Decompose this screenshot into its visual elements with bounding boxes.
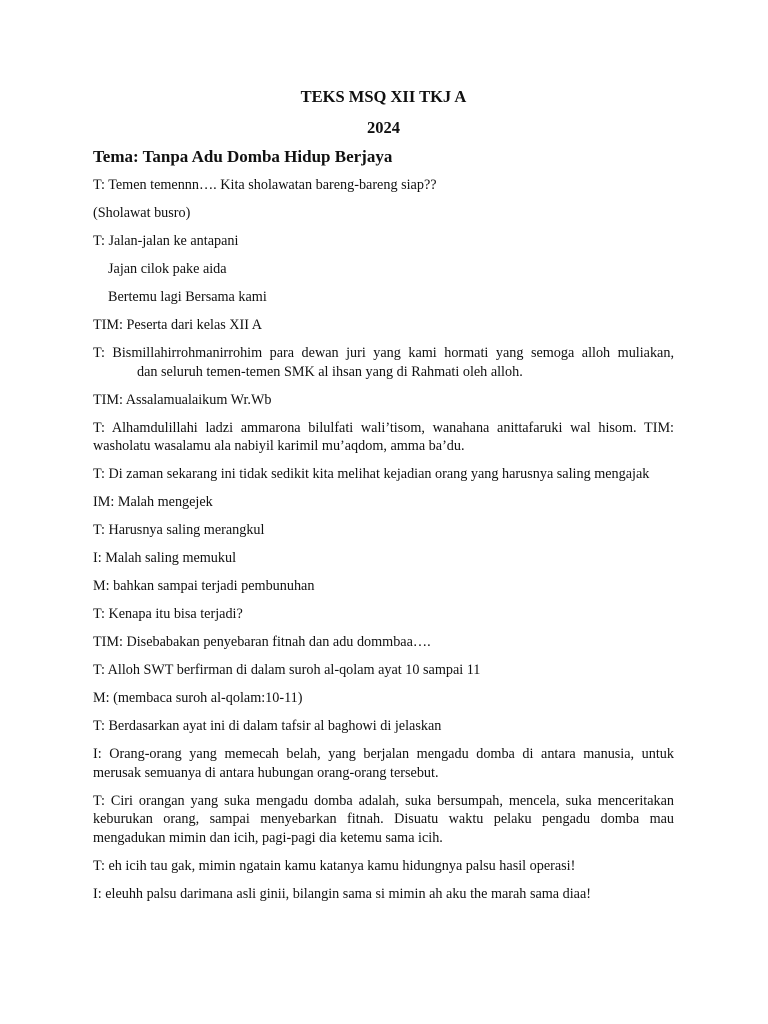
document-title: TEKS MSQ XII TKJ A [300,87,467,106]
document-theme: Tema: Tanpa Adu Domba Hidup Berjaya [93,147,393,166]
paragraph: M: bahkan sampai terjadi pembunuhan [93,578,315,594]
paragraph-part: dan seluruh temen-temen SMK al ihsan yang di Rahmati oleh alloh. [137,363,523,380]
paragraph: I: eleuhh palsu darimana asli ginii, bilangin sama si mimin ah aku the marah sama diaa! [93,885,591,902]
paragraph: I: Malah saling memukul [93,550,237,566]
paragraph-part: TIM: washolatu wasalamu ala nabiyil karimil mu’aqdom, amma ba’du. [93,419,674,454]
paragraph [93,419,674,456]
paragraph: T: Jalan-jalan ke antapani [93,233,239,249]
paragraph: Jajan cilok pake aida [108,261,227,277]
paragraph: T: Berdasarkan ayat ini di dalam tafsir al baghowi di jelaskan [93,718,442,734]
paragraph: Bertemu lagi Bersama kami [108,289,267,305]
paragraph: TIM: Disebabakan penyebaran fitnah dan adu dommbaa…. [93,634,431,650]
paragraph-part: T: Alhamdulillahi ladzi ammarona bilulfati wali’tisom, wanahana anittafaruki wal hisom. [93,419,637,436]
paragraph: T: Kenapa itu bisa terjadi? [93,606,243,622]
paragraph: T: eh icih tau gak, mimin ngatain kamu katanya kamu hidungnya palsu hasil operasi! [93,857,576,874]
paragraph: IM: Malah mengejek [93,494,213,510]
paragraph: T: Ciri orangan yang suka mengadu domba adalah, suka bersumpah, mencela, suka menceritakan keburukan orang, sampai menyebarkan fitnah. Disuatu waktu pelaku pengadu domba mau mengadukan mimin dan icih, pagi-pagi dia ketemu sama icih. [93,792,674,846]
paragraph-part: T: Bismillahirrohmanirrohim para dewan juri yang kami hormati yang semoga alloh muliakan, [93,345,674,361]
paragraph [93,344,674,381]
paragraph: TIM: Peserta dari kelas XII A [93,317,263,333]
paragraph: (Sholawat busro) [93,205,191,221]
document-year: 2024 [367,118,400,137]
paragraph: T: Temen temennn…. Kita sholawatan bareng-bareng siap?? [93,177,437,193]
paragraph: T: Alloh SWT berfirman di dalam suroh al-qolam ayat 10 sampai 11 [93,662,481,678]
paragraph: T: Harusnya saling merangkul [93,522,265,538]
paragraph: T: Di zaman sekarang ini tidak sedikit kita melihat kejadian orang yang harusnya saling mengajak [93,466,650,482]
paragraph: I: Orang-orang yang memecah belah, yang berjalan mengadu domba di antara manusia, untuk merusak semuanya di antara hubungan orang-orang tersebut. [93,746,674,781]
paragraph: TIM: Assalamualaikum Wr.Wb [93,391,272,408]
paragraph: M: (membaca suroh al-qolam:10-11) [93,690,303,706]
